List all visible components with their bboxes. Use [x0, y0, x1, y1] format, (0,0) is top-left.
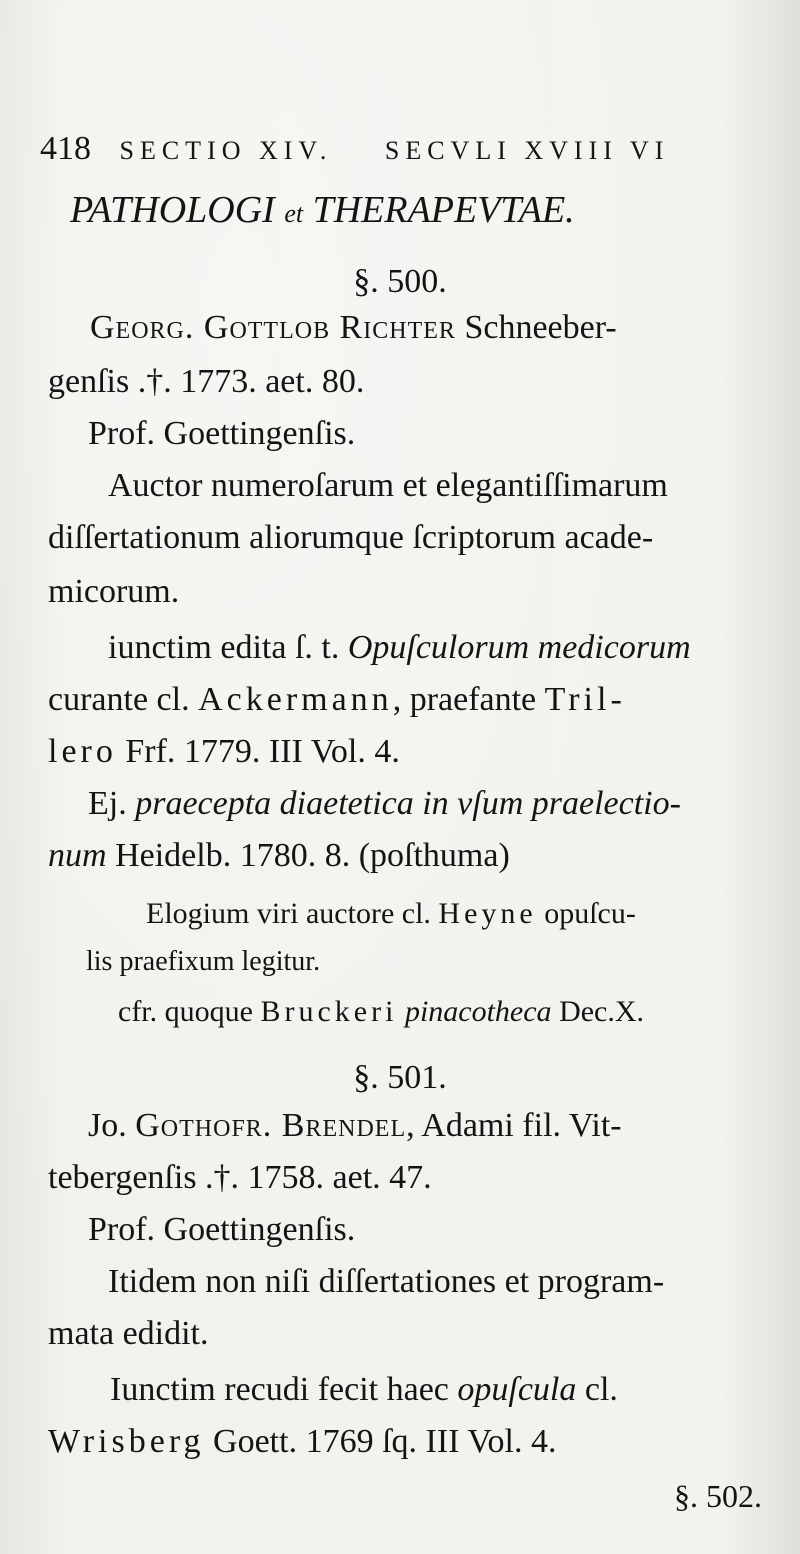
author-origin: Schneeber- [455, 309, 617, 346]
text-run: cfr. quoque [118, 995, 261, 1028]
paragraph-line: mata edidit. [48, 1315, 209, 1352]
paragraph-line: micorum. [48, 573, 180, 610]
paragraph-line [88, 784, 681, 824]
paragraph-line [48, 1422, 556, 1462]
text-run: Dec.X. [551, 995, 645, 1028]
title-part1: PATHOLOGI [70, 189, 275, 231]
title-conj: et [284, 199, 304, 228]
author-dates: genſis .†. 1773. aet. 80. [48, 363, 365, 400]
author-name-line [90, 308, 617, 348]
author-name: Georg. Gottlob Richter [90, 309, 456, 346]
book-title: opuſcula [457, 1371, 577, 1408]
text-run: Ej. [88, 785, 136, 822]
paragraph-line [118, 992, 644, 1032]
section-number-501: §. 501. [353, 1059, 447, 1096]
paragraph-line [110, 1370, 618, 1410]
book-title: praecepta diaetetica in vſum praelectio- [135, 785, 681, 822]
text-run: , praefante [392, 681, 545, 718]
title-part2: THERAPEVTAE. [312, 189, 575, 231]
text-run: cl. [576, 1371, 618, 1408]
text-run: , Adami fil. Vit- [406, 1107, 622, 1144]
running-head-right: SECVLI XVIII VI [384, 136, 670, 165]
person-name: Wrisberg [48, 1423, 205, 1460]
person-name: lero [48, 733, 117, 770]
book-title: Opuſculorum medicorum [347, 629, 691, 666]
person-name: Heyne [438, 897, 537, 930]
text-run: Iunctim recudi fecit haec [110, 1371, 458, 1408]
author-dates: tebergenſis .†. 1758. aet. 47. [48, 1159, 432, 1196]
person-name: Ackermann [198, 681, 393, 718]
running-head [40, 130, 740, 168]
paragraph-line: Itidem non niſi diſſertationes et program- [108, 1263, 665, 1300]
page-number: 418 [40, 130, 91, 167]
book-title: pinacotheca [397, 995, 552, 1028]
paragraph-line [48, 836, 510, 876]
author-position: Prof. Goettingenſis. [88, 1211, 356, 1248]
author-name: Gothofr. Brendel [135, 1107, 407, 1144]
paragraph-line: Auctor numeroſarum et elegantiſſimarum [108, 467, 668, 504]
text-run: Heidelb. 1780. 8. (poſthuma) [106, 837, 510, 874]
paragraph-line [146, 894, 636, 934]
section-number-500: §. 500. [353, 263, 447, 300]
running-head-left: SECTIO XIV. [119, 136, 333, 165]
author-name-line [88, 1106, 622, 1146]
paragraph-line [48, 680, 626, 720]
text-run: Frf. 1779. III Vol. 4. [116, 733, 400, 770]
person-name: Tril- [544, 681, 626, 718]
text-run: Elogium viri auctore cl. [146, 897, 439, 930]
book-title: num [48, 837, 107, 874]
person-name: Bruckeri [260, 995, 398, 1028]
text-run: iunctim edita ſ. t. [108, 629, 348, 666]
text-run: Goett. 1769 ſq. III Vol. 4. [204, 1423, 557, 1460]
author-position: Prof. Goettingenſis. [88, 415, 356, 452]
paragraph-line [108, 628, 691, 668]
paragraph-line: lis praefixum legitur. [86, 946, 321, 977]
catchword: §. 502. [674, 1478, 762, 1514]
text-run: Jo. [88, 1107, 136, 1144]
page-title [70, 188, 750, 232]
paragraph-line [48, 732, 400, 772]
text-run: curante cl. [48, 681, 199, 718]
paragraph-line: diſſertationum aliorumque ſcriptorum acade- [48, 519, 654, 556]
text-run: opuſcu- [536, 897, 636, 930]
